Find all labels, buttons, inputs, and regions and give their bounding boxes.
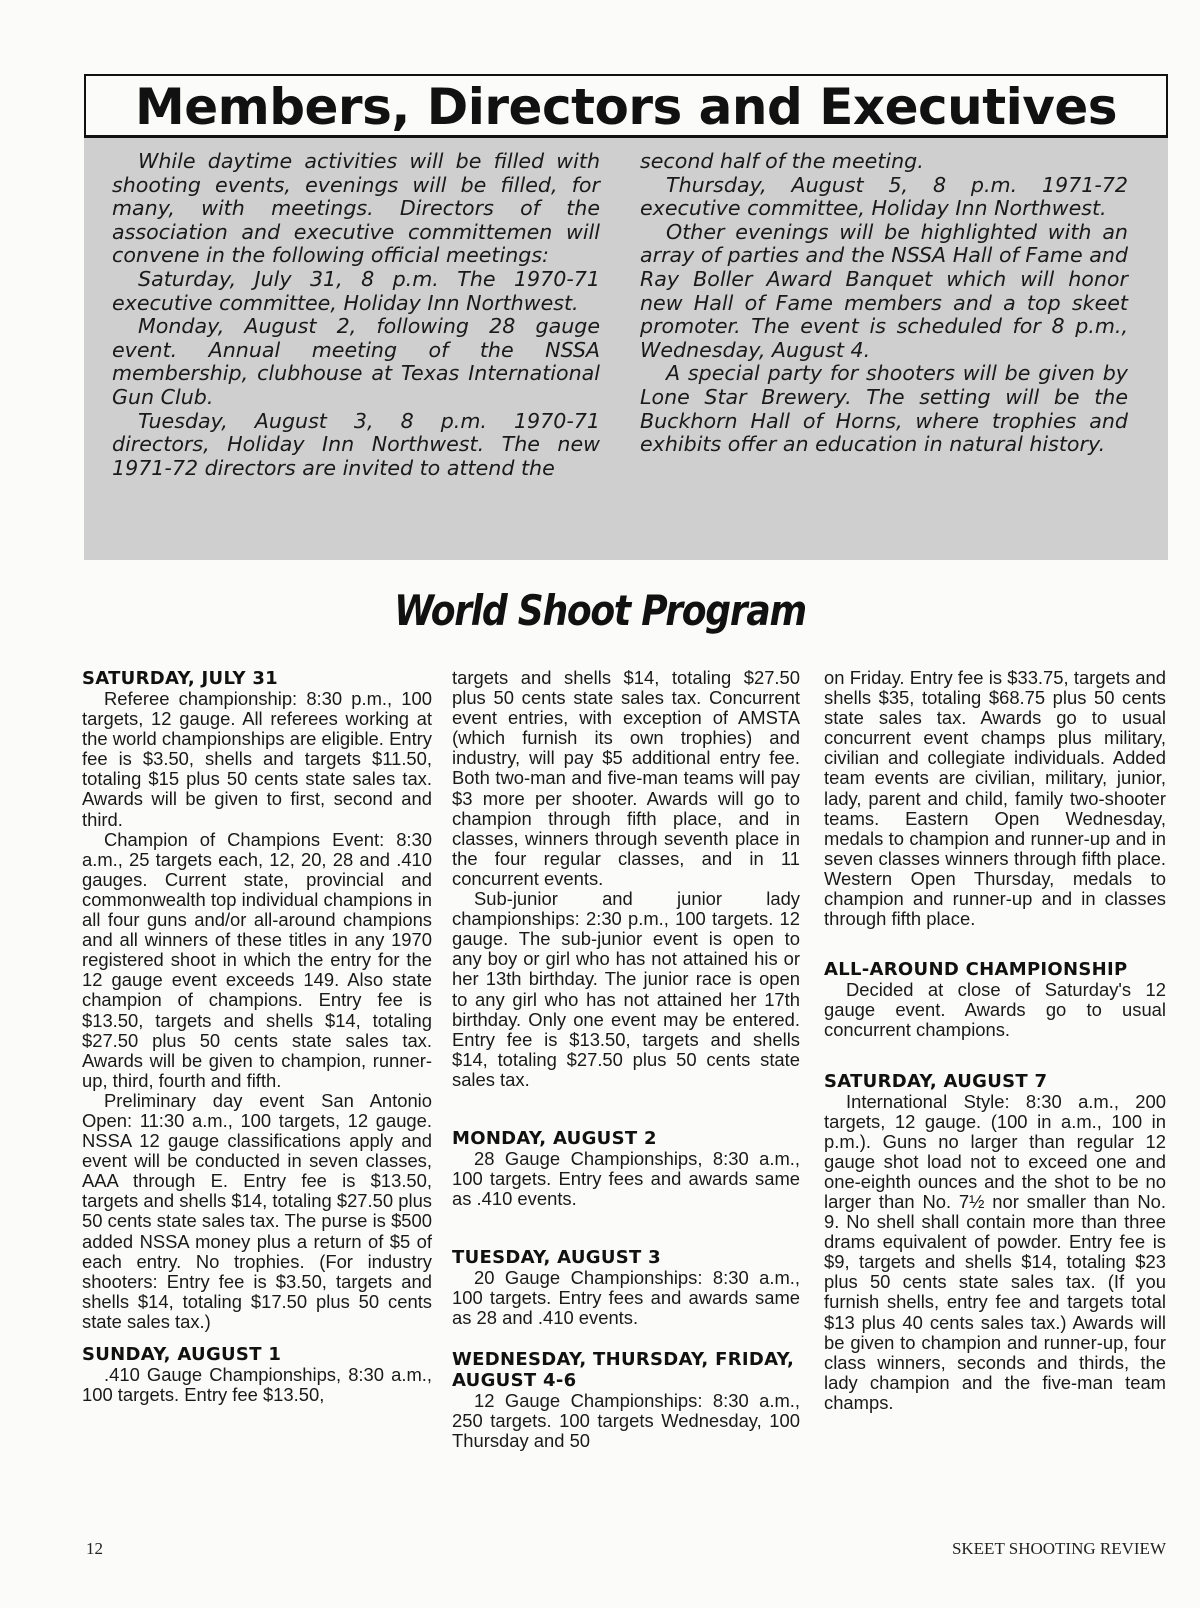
program-paragraph: Referee championship: 8:30 p.m., 100 targets, 12 gauge. All referees working at the world championships are eligible. Entry fee is $3.50, shells and targets $11.50, totaling $15 plus 50 cents state sales tax. Awards will be given to first, second and third. xyxy=(82,688,432,830)
section-heading: SATURDAY, AUGUST 7 xyxy=(824,1070,1048,1092)
program-column-3 xyxy=(824,668,1166,1413)
page-number: 12 xyxy=(86,1539,103,1558)
section-heading: MONDAY, AUGUST 2 xyxy=(452,1127,657,1149)
intro-paragraph: Saturday, July 31, 8 p.m. The 1970-71 executive committee, Holiday Inn Northwest. xyxy=(112,266,600,315)
intro-right-column xyxy=(640,150,1128,457)
program-paragraph: on Friday. Entry fee is $33.75, targets and shells $35, totaling $68.75 plus 50 cents state sales tax. Awards go to usual concurrent event champs plus military, civilian and collegiate individuals. Added team events are civilian, military, junior, lady, parent and child, family two-shooter teams. Eastern Open Wednesday, medals to champion and runner-up and in seven classes winners through fifth place. Western Open Thursday, medals to champion and runner-up and in classes through fifth place. xyxy=(824,667,1166,930)
intro-paragraph: While daytime activities will be filled with shooting events, evenings will be filled, for many, with meetings. Directors of the association and executive committemen will convene in the following official meetings: xyxy=(112,149,600,268)
program-paragraph: Decided at close of Saturday's 12 gauge event. Awards go to usual concurrent champions. xyxy=(824,979,1166,1041)
intro-paragraph: Other evenings will be highlighted with an array of parties and the NSSA Hall of Fame and Ray Boller Award Banquet which will honor new Hall of Fame members and a top skeet promoter. The event is scheduled for 8 p.m., Wednesday, August 4. xyxy=(640,219,1128,362)
program-paragraph: International Style: 8:30 a.m., 200 targets, 12 gauge. (100 in a.m., 100 in p.m.). Guns no larger than regular 12 gauge shot load not to exceed one and one-eighth ounces and the shot to be no larger than No. 7½ nor smaller than No. 9. No shell shall contain more than three drams equivalent of powder. Entry fee is $9, targets and shells $14, totaling $23 plus 50 cents state sales tax. (If you furnish shells, entry fee and targets total $13 plus 40 cents sales tax.) Awards will be given to champion and runner-up, four class winners, seconds and thirds, the lady champion and the five-man team champs. xyxy=(824,1090,1166,1413)
program-paragraph: .410 Gauge Championships, 8:30 a.m., 100 targets. Entry fee $13.50, xyxy=(82,1364,432,1406)
program-paragraph: Champion of Champions Event: 8:30 a.m., 25 targets each, 12, 20, 28 and .410 gauges. Current state, provincial and commonwealth top individual champions in all four guns and/or all-around champions and all winners of these titles in any 1970 registered shoot in which the entry for the 12 gauge event exceeds 149. Also state champion of champions. Entry fee is $13.50, targets and shells $14, totaling $27.50 plus 50 cents state sales tax. Awards will be given to champion, runner-up, third, fourth and fifth. xyxy=(82,828,432,1091)
section-heading: WEDNESDAY, THURSDAY, FRIDAY, AUGUST 4-6 xyxy=(452,1348,795,1391)
program-paragraph: Preliminary day event San Antonio Open: 11:30 a.m., 100 targets, 12 gauge. NSSA 12 gauge classifications apply and event will be conducted in seven classes, AAA through E. Entry fee is $13.50, targets and shells $14, totaling $27.50 plus 50 cents state sales tax. The purse is $500 added NSSA money plus a return of $5 of each entry. No trophies. (For industry shooters: Entry fee is $3.50, targets and shells $14, totaling $17.50 plus 50 cents state sales tax.) xyxy=(82,1089,432,1332)
program-paragraph: 28 Gauge Championships, 8:30 a.m., 100 targets. Entry fees and awards same as .410 events. xyxy=(452,1147,800,1210)
headline-box xyxy=(84,74,1168,138)
program-paragraph: targets and shells $14, totaling $27.50 plus 50 cents state sales tax. Concurrent event entries, with exception of AMSTA (which furnish its own trophies) and industry, will pay $5 additional entry fee. Both two-man and five-man teams will pay $3 more per shooter. Awards will go to champion through fifth place, and in classes, winners through seventh place in the four regular classes, and in 11 concurrent events. xyxy=(452,667,800,889)
section-heading: SATURDAY, JULY 31 xyxy=(82,668,278,689)
program-title: World Shoot Program xyxy=(394,586,806,635)
intro-paragraph: Thursday, August 5, 8 p.m. 1971-72 executive committee, Holiday Inn Northwest. xyxy=(640,172,1128,221)
publication-name: SKEET SHOOTING REVIEW xyxy=(951,1539,1166,1558)
section-heading: TUESDAY, AUGUST 3 xyxy=(452,1247,661,1269)
program-column-2 xyxy=(452,668,800,1451)
intro-paragraph: Monday, August 2, following 28 gauge event. Annual meeting of the NSSA membership, clubhouse at Texas International Gun Club. xyxy=(112,314,600,409)
program-paragraph: Sub-junior and junior lady championships: 2:30 p.m., 100 targets. 12 gauge. The sub-junior event is open to any boy or girl who has not attained his or her 13th birthday. The junior race is open to any girl who has not attained her 17th birthday. Only one event may be entered. Entry fee is $13.50, targets and shells $14, totaling $27.50 plus 50 cents state sales tax. xyxy=(452,888,800,1090)
intro-left-column xyxy=(112,150,600,480)
program-column-1 xyxy=(82,668,432,1405)
program-paragraph: 12 Gauge Championships: 8:30 a.m., 250 targets. 100 targets Wednesday, 100 Thursday and 50 xyxy=(452,1389,800,1451)
section-heading: ALL-AROUND CHAMPIONSHIP xyxy=(824,959,1128,981)
intro-paragraph: A special party for shooters will be given by Lone Star Brewery. The setting will be the Buckhorn Hall of Horns, where trophies and exhibits offer an education in natural history. xyxy=(640,361,1128,457)
section-heading: SUNDAY, AUGUST 1 xyxy=(82,1344,282,1365)
program-paragraph: 20 Gauge Championships: 8:30 a.m., 100 targets. Entry fees and awards same as 28 and .410 events. xyxy=(452,1267,800,1329)
intro-paragraph: Tuesday, August 3, 8 p.m. 1970-71 directors, Holiday Inn Northwest. The new 1971-72 directors are invited to attend the xyxy=(112,408,600,480)
intro-paragraph: second half of the meeting. xyxy=(640,149,924,173)
headline: Members, Directors and Executives xyxy=(134,78,1118,136)
